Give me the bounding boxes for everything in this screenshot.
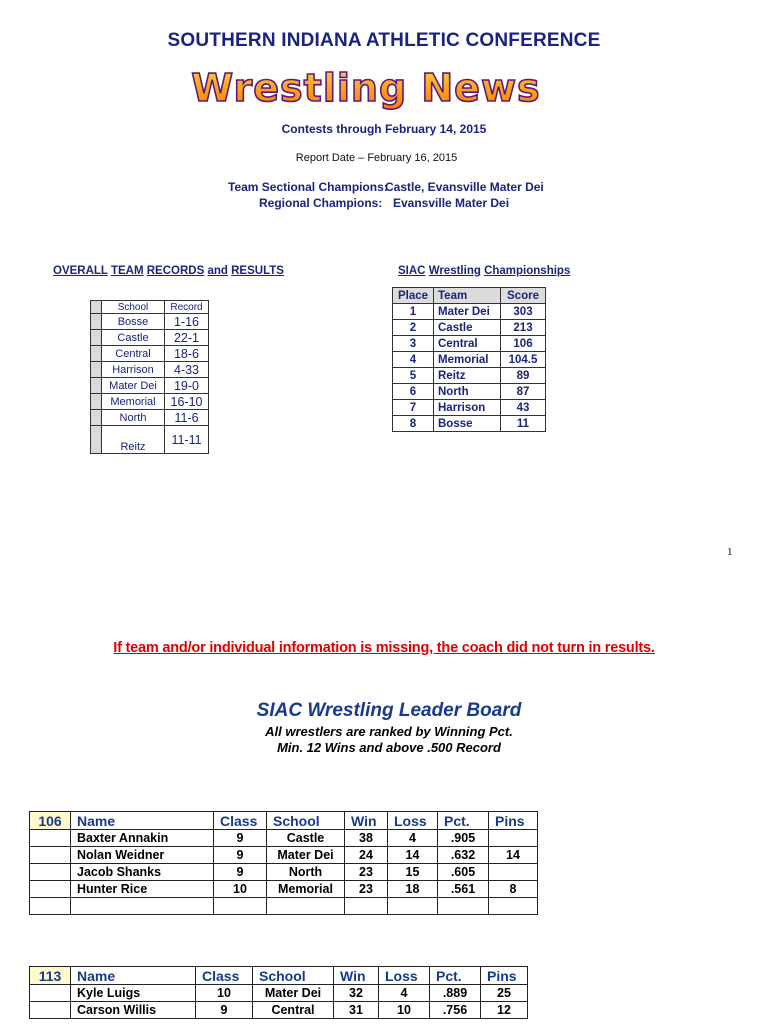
record-cell: 18-6 — [165, 346, 209, 362]
table-row — [91, 314, 209, 330]
school-cell: Castle — [102, 330, 165, 346]
pct-cell: .756 — [430, 1002, 481, 1019]
score-cell: 303 — [501, 304, 546, 320]
col-school-header: School — [253, 967, 334, 985]
pct-cell: .561 — [438, 881, 489, 898]
team-cell: Bosse — [434, 416, 501, 432]
class-cell: 10 — [214, 881, 267, 898]
place-cell: 4 — [393, 352, 434, 368]
col-name-header: Name — [71, 967, 196, 985]
pct-cell: .889 — [430, 985, 481, 1002]
score-cell: 89 — [501, 368, 546, 384]
table-row — [30, 864, 538, 881]
table-row — [393, 320, 546, 336]
table-row — [30, 830, 538, 847]
logo-text: Wrestling News — [191, 66, 541, 110]
place-cell: 3 — [393, 336, 434, 352]
row-stub — [91, 394, 102, 410]
championships-heading-word: SIAC — [398, 265, 426, 277]
overall-heading-word: TEAM — [110, 265, 144, 277]
empty-cell — [438, 898, 489, 915]
place-cell: 6 — [393, 384, 434, 400]
class-cell: 9 — [214, 864, 267, 881]
weight-class-label: 113 — [30, 967, 71, 985]
pct-cell: .905 — [438, 830, 489, 847]
score-cell: 43 — [501, 400, 546, 416]
school-cell: Mater Dei — [253, 985, 334, 1002]
col-record-header: Record — [165, 301, 209, 314]
overall-heading — [53, 265, 284, 277]
team-cell: Castle — [434, 320, 501, 336]
name-cell: Carson Willis — [71, 1002, 196, 1019]
place-cell: 5 — [393, 368, 434, 384]
col-school-header: School — [102, 301, 165, 314]
win-cell: 24 — [345, 847, 388, 864]
table-row — [30, 1002, 528, 1019]
loss-cell: 10 — [379, 1002, 430, 1019]
school-cell: Bosse — [102, 314, 165, 330]
pct-cell: .605 — [438, 864, 489, 881]
championships-table — [392, 287, 546, 432]
loss-cell: 4 — [379, 985, 430, 1002]
empty-cell — [489, 898, 538, 915]
col-place-header: Place — [393, 288, 434, 304]
record-cell: 11-6 — [165, 410, 209, 426]
table-row — [393, 368, 546, 384]
row-stub — [30, 985, 71, 1002]
row-stub — [30, 847, 71, 864]
win-cell: 23 — [345, 864, 388, 881]
leader-board-subtitle: All wrestlers are ranked by Winning Pct. — [265, 724, 513, 739]
col-team-header: Team — [434, 288, 501, 304]
col-pins-header: Pins — [489, 812, 538, 830]
regional-label: Regional Champions: — [259, 196, 383, 210]
overall-heading-word: and — [207, 265, 228, 277]
place-cell: 7 — [393, 400, 434, 416]
empty-cell — [30, 898, 71, 915]
table-row — [30, 898, 538, 915]
wrestling-news-logo — [130, 62, 610, 112]
loss-cell: 14 — [388, 847, 438, 864]
col-win-header: Win — [334, 967, 379, 985]
overall-heading-word: RECORDS — [146, 265, 205, 277]
weight-class-label: 106 — [30, 812, 71, 830]
team-cell: Reitz — [434, 368, 501, 384]
col-pins-header: Pins — [481, 967, 528, 985]
record-cell: 11-11 — [165, 426, 209, 454]
name-cell: Kyle Luigs — [71, 985, 196, 1002]
row-stub — [91, 378, 102, 394]
school-cell: Central — [253, 1002, 334, 1019]
empty-cell — [214, 898, 267, 915]
table-row — [393, 416, 546, 432]
weight-113-table — [29, 966, 528, 1019]
col-win-header: Win — [345, 812, 388, 830]
table-row — [91, 410, 209, 426]
conference-title: SOUTHERN INDIANA ATHLETIC CONFERENCE — [167, 30, 601, 51]
name-cell: Jacob Shanks — [71, 864, 214, 881]
class-cell: 10 — [196, 985, 253, 1002]
record-cell: 22-1 — [165, 330, 209, 346]
table-row — [91, 362, 209, 378]
row-stub — [91, 330, 102, 346]
row-stub — [30, 881, 71, 898]
pins-cell: 8 — [489, 881, 538, 898]
table-row — [393, 384, 546, 400]
place-cell: 8 — [393, 416, 434, 432]
row-stub — [91, 362, 102, 378]
table-row — [393, 304, 546, 320]
record-cell: 1-16 — [165, 314, 209, 330]
team-cell: Central — [434, 336, 501, 352]
col-score-header: Score — [501, 288, 546, 304]
score-cell: 213 — [501, 320, 546, 336]
col-pct-header: Pct. — [430, 967, 481, 985]
pins-cell: 25 — [481, 985, 528, 1002]
col-school-header: School — [267, 812, 345, 830]
class-cell: 9 — [196, 1002, 253, 1019]
overall-heading-word: OVERALL — [53, 265, 108, 277]
school-cell: Mater Dei — [267, 847, 345, 864]
col-loss-header: Loss — [379, 967, 430, 985]
school-cell: Memorial — [267, 881, 345, 898]
school-cell: Memorial — [102, 394, 165, 410]
pct-cell: .632 — [438, 847, 489, 864]
win-cell: 38 — [345, 830, 388, 847]
sectional-label: Team Sectional Champions: — [228, 180, 388, 194]
school-cell: Reitz — [102, 426, 165, 454]
table-row — [393, 336, 546, 352]
school-cell: Central — [102, 346, 165, 362]
row-stub — [30, 864, 71, 881]
team-cell: Mater Dei — [434, 304, 501, 320]
place-cell: 2 — [393, 320, 434, 336]
table-row — [91, 378, 209, 394]
win-cell: 32 — [334, 985, 379, 1002]
pins-cell — [489, 830, 538, 847]
missing-info-notice: If team and/or individual information is missing, the coach did not turn in results. — [113, 640, 655, 656]
table-header-row — [30, 812, 538, 830]
school-cell: Castle — [267, 830, 345, 847]
table-row — [91, 346, 209, 362]
col-loss-header: Loss — [388, 812, 438, 830]
score-cell: 11 — [501, 416, 546, 432]
report-date: Report Date – February 16, 2015 — [295, 152, 458, 164]
empty-cell — [388, 898, 438, 915]
record-cell: 4-33 — [165, 362, 209, 378]
table-row — [30, 985, 528, 1002]
weight-106-table — [29, 811, 538, 915]
col-pct-header: Pct. — [438, 812, 489, 830]
name-cell: Nolan Weidner — [71, 847, 214, 864]
table-row — [91, 426, 209, 454]
championships-heading-word: Championships — [484, 265, 571, 277]
row-stub — [91, 346, 102, 362]
table-header-row — [91, 301, 209, 314]
loss-cell: 18 — [388, 881, 438, 898]
sectional-value: Castle, Evansville Mater Dei — [385, 180, 544, 194]
name-cell: Hunter Rice — [71, 881, 214, 898]
class-cell: 9 — [214, 830, 267, 847]
overall-records-table — [90, 300, 209, 454]
school-cell: North — [102, 410, 165, 426]
row-stub — [91, 314, 102, 330]
place-cell: 1 — [393, 304, 434, 320]
school-cell: Harrison — [102, 362, 165, 378]
table-row — [30, 881, 538, 898]
table-row — [30, 847, 538, 864]
leader-board-title: SIAC Wrestling Leader Board — [256, 700, 522, 721]
team-cell: Harrison — [434, 400, 501, 416]
pins-cell: 14 — [489, 847, 538, 864]
row-stub — [91, 426, 102, 454]
pins-cell: 12 — [481, 1002, 528, 1019]
championships-heading — [398, 265, 570, 277]
table-row — [393, 352, 546, 368]
empty-cell — [71, 898, 214, 915]
championships-heading-word: Wrestling — [428, 265, 481, 277]
class-cell: 9 — [214, 847, 267, 864]
win-cell: 23 — [345, 881, 388, 898]
row-stub — [91, 301, 102, 314]
col-class-header: Class — [196, 967, 253, 985]
regional-value: Evansville Mater Dei — [393, 196, 510, 210]
score-cell: 104.5 — [501, 352, 546, 368]
col-class-header: Class — [214, 812, 267, 830]
pins-cell — [489, 864, 538, 881]
contests-through: Contests through February 14, 2015 — [281, 122, 487, 136]
loss-cell: 4 — [388, 830, 438, 847]
col-name-header: Name — [71, 812, 214, 830]
score-cell: 87 — [501, 384, 546, 400]
leader-board-criteria: Min. 12 Wins and above .500 Record — [277, 740, 501, 755]
win-cell: 31 — [334, 1002, 379, 1019]
row-stub — [30, 1002, 71, 1019]
record-cell: 19-0 — [165, 378, 209, 394]
team-cell: North — [434, 384, 501, 400]
score-cell: 106 — [501, 336, 546, 352]
overall-heading-word: RESULTS — [231, 265, 284, 277]
team-cell: Memorial — [434, 352, 501, 368]
school-cell: Mater Dei — [102, 378, 165, 394]
row-stub — [30, 830, 71, 847]
record-cell: 16-10 — [165, 394, 209, 410]
table-row — [393, 400, 546, 416]
loss-cell: 15 — [388, 864, 438, 881]
empty-cell — [267, 898, 345, 915]
school-cell: North — [267, 864, 345, 881]
empty-cell — [345, 898, 388, 915]
table-row — [91, 330, 209, 346]
table-row — [91, 394, 209, 410]
row-stub — [91, 410, 102, 426]
table-header-row — [30, 967, 528, 985]
page-number: 1 — [727, 546, 733, 558]
table-header-row — [393, 288, 546, 304]
name-cell: Baxter Annakin — [71, 830, 214, 847]
